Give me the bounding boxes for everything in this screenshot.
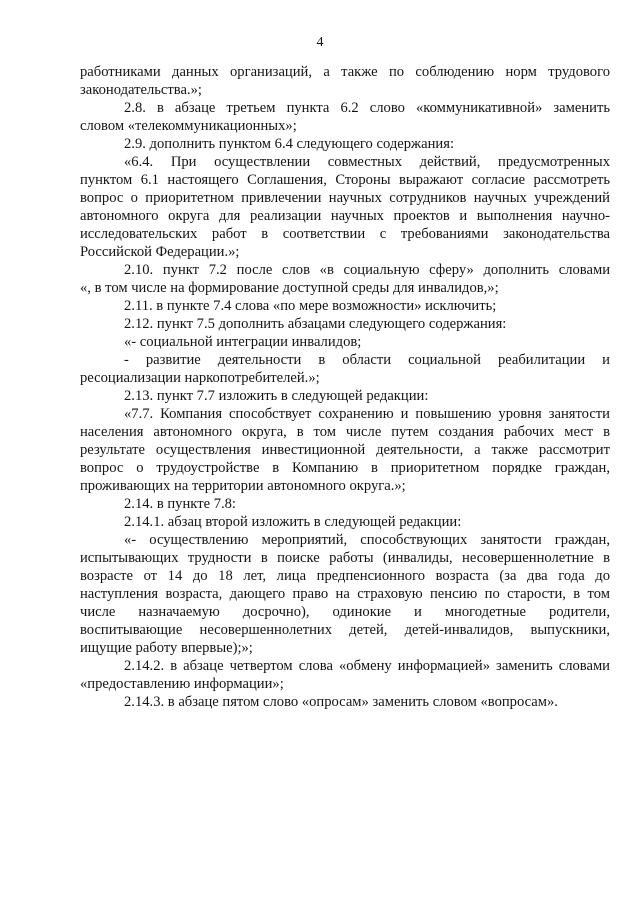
text-line: вопрос о приоритетном привлечении научных сотрудников научных учреждений (80, 190, 610, 206)
text-line: ресоциализации наркопотребителей.»; (80, 370, 320, 386)
text-line: 2.14.3. в абзаце пятом слово «опросам» заменить словом «вопросам». (124, 694, 558, 710)
paragraph (80, 297, 610, 315)
text-line: 2.14. в пункте 7.8: (124, 496, 236, 512)
text-line: 2.9. дополнить пунктом 6.4 следующего содержания: (124, 136, 455, 152)
page-number: 4 (316, 35, 324, 50)
text-line: ищущие работу впервые);»; (80, 640, 253, 656)
text-line: возрасте от 14 до 18 лет, лица предпенсионного возраста (за два года до (80, 568, 610, 584)
paragraph (80, 405, 610, 495)
paragraph (80, 387, 610, 405)
text-line: законодательства.»; (80, 82, 202, 98)
paragraph (80, 531, 610, 657)
paragraph (80, 153, 610, 261)
paragraph (80, 513, 610, 531)
paragraph (80, 693, 610, 711)
text-line: 2.14.2. в абзаце четвертом слова «обмену информацией» заменить словами (124, 658, 610, 674)
text-line: 2.12. пункт 7.5 дополнить абзацами следующего содержания: (124, 316, 507, 332)
paragraph (80, 495, 610, 513)
text-line: числе назначаемую досрочно), одинокие и многодетные родители, (80, 604, 610, 620)
paragraph (80, 351, 610, 387)
text-line: «, в том числе на формирование доступной среды для инвалидов,»; (80, 280, 499, 296)
text-line: пунктом 6.1 настоящего Соглашения, Стороны выражают согласие рассмотреть (80, 172, 610, 188)
text-line: проживающих на территории автономного округа.»; (80, 478, 406, 494)
text-line: наступления возраста, дающего право на страховую пенсию по старости, в том (80, 586, 610, 602)
paragraph (80, 657, 610, 693)
text-line: «предоставлению информации»; (80, 676, 284, 692)
paragraph (80, 135, 610, 153)
text-line: работниками данных организаций, а также по соблюдению норм трудового (80, 64, 610, 80)
paragraph (80, 333, 610, 351)
text-line: - развитие деятельности в области социальной реабилитации и (124, 352, 610, 368)
text-line: результате осуществления инвестиционной деятельности, а также рассмотрит (80, 442, 610, 458)
paragraph (80, 315, 610, 333)
text-line: «- осуществлению мероприятий, способствующих занятости граждан, (124, 532, 610, 548)
text-line: 2.10. пункт 7.2 после слов «в социальную сферу» дополнить словами (124, 262, 610, 278)
paragraph (80, 99, 610, 135)
text-line: словом «телекоммуникационных»; (80, 118, 297, 134)
text-line: населения автономного округа, в том числе путем создания рабочих мест в (80, 424, 610, 440)
text-line: исследовательских работ в соответствии с требованиями законодательства (80, 226, 610, 242)
text-line: автономного округа для реализации научных проектов и выполнения научно- (80, 208, 610, 224)
text-line: Российской Федерации.»; (80, 244, 240, 260)
text-line: 2.11. в пункте 7.4 слова «по мере возможности» исключить; (124, 298, 497, 314)
text-line: испытывающих трудности в поиске работы (инвалиды, несовершеннолетние в (80, 550, 610, 566)
text-line: «- социальной интеграции инвалидов; (124, 334, 362, 350)
text-line: воспитывающие несовершеннолетних детей, детей-инвалидов, выпускники, (80, 622, 610, 638)
text-line: «7.7. Компания способствует сохранению и повышению уровня занятости (124, 406, 610, 422)
text-line: 2.13. пункт 7.7 изложить в следующей редакции: (124, 388, 429, 404)
text-line: 2.8. в абзаце третьем пункта 6.2 слово «коммуникативной» заменить (124, 100, 610, 116)
paragraph (80, 261, 610, 297)
text-line: вопрос о трудоустройстве в Компанию в приоритетном порядке граждан, (80, 460, 610, 476)
text-line: «6.4. При осуществлении совместных действий, предусмотренных (124, 154, 610, 170)
text-line: 2.14.1. абзац второй изложить в следующей редакции: (124, 514, 462, 530)
document-body (80, 63, 610, 711)
paragraph (80, 63, 610, 99)
